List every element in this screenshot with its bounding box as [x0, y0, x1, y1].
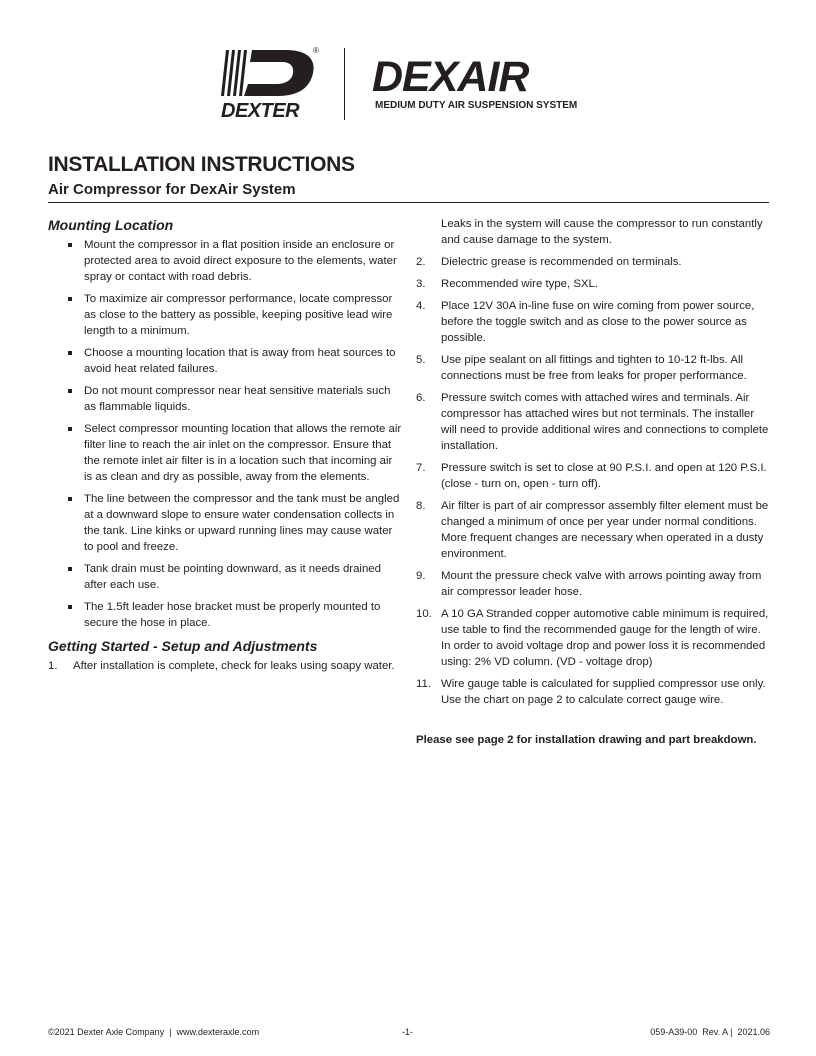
bullet-square-icon: [68, 427, 72, 431]
list-item: To maximize air compressor performance, locate compressor as close to the battery as possible, keeping positive lead wire length to a minimum.: [48, 291, 403, 339]
registered-mark: ®: [313, 46, 319, 55]
bullet-square-icon: [68, 351, 72, 355]
list-item: 1. After installation is complete, check for leaks using soapy water.: [48, 660, 395, 672]
dexter-wordmark: DEXTER: [221, 100, 300, 122]
step-number: 9.: [416, 570, 426, 582]
list-item: 8. Air filter is part of air compressor assembly filter element must be changed a minimum of once per year under normal conditions. More frequent changes are necessary when operated in a dusty environment.: [416, 500, 769, 560]
step-number: 4.: [416, 300, 426, 312]
list-item: The 1.5ft leader hose bracket must be properly mounted to secure the hose in place.: [48, 599, 403, 631]
bullet-square-icon: [68, 243, 72, 247]
mounting-location-heading: Mounting Location: [48, 217, 174, 233]
bullet-square-icon: [68, 297, 72, 301]
list-item: 10. A 10 GA Stranded copper automotive cable minimum is required, use table to find the recommended gauge for the length of wire. In order to avoid voltage drop and power loss it is recommended using: 2% VD column. (VD - voltage drop): [416, 608, 769, 668]
step-number: 3.: [416, 278, 426, 290]
step-number: 11.: [416, 678, 431, 690]
footer-doc-number: 059-A39-00 Rev. A | 2021.06: [650, 1027, 770, 1037]
page-subtitle: Air Compressor for DexAir System: [48, 181, 296, 198]
list-item: 5. Use pipe sealant on all fittings and tighten to 10-12 ft-lbs. All connections must be free from leaks for proper performance.: [416, 354, 747, 382]
left-column: [48, 216, 403, 680]
list-item: 7. Pressure switch is set to close at 90 P.S.I. and open at 120 P.S.I. (close - turn on, open - turn off).: [416, 462, 767, 490]
list-item: 4. Place 12V 30A in-line fuse on wire coming from power source, before the toggle switch and as close to the power source as possible.: [416, 300, 755, 344]
step-1-continued: Leaks in the system will cause the compressor to run constantly and cause damage to the system.: [441, 218, 763, 246]
step-number: 5.: [416, 354, 426, 366]
step-number: 6.: [416, 392, 426, 404]
steps-list-part1: [48, 658, 403, 674]
steps-list-part2: [416, 254, 770, 708]
footer-page-number: -1-: [402, 1027, 413, 1037]
header-divider: [344, 48, 345, 120]
list-item: 3. Recommended wire type, SXL.: [416, 278, 599, 290]
list-item: Do not mount compressor near heat sensitive materials such as flammable liquids.: [48, 383, 403, 415]
step-number: 2.: [416, 256, 426, 268]
list-item: 6. Pressure switch comes with attached wires and terminals. Air compressor has attached wires but not terminals. The installer will need to provide additional wires and connections to complete installation.: [416, 392, 769, 452]
list-item: Mount the compressor in a flat position inside an enclosure or protected area to avoid direct exposure to the elements, water spray or contact with road debris.: [48, 237, 403, 285]
step-number: 1.: [48, 660, 58, 672]
step-number: 8.: [416, 500, 426, 512]
list-item: 11. Wire gauge table is calculated for supplied compressor use only. Use the chart on page 2 to calculate correct gauge wire.: [416, 678, 766, 706]
document-header: [0, 0, 816, 135]
page-title: INSTALLATION INSTRUCTIONS: [48, 153, 355, 176]
product-subtitle: MEDIUM DUTY AIR SUSPENSION SYSTEM: [375, 100, 578, 111]
list-item: Tank drain must be pointing downward, as it needs drained after each use.: [48, 561, 403, 593]
bullet-square-icon: [68, 605, 72, 609]
bullet-square-icon: [68, 389, 72, 393]
list-item: Select compressor mounting location that allows the remote air filter line to reach the air inlet on the compressor. Ensure that the remote inlet air filter is in a location such that incoming air is as clean and dry as possible, away from the elements.: [48, 421, 403, 485]
footer-copyright: ©2021 Dexter Axle Company | www.dexteraxle.com: [48, 1027, 260, 1037]
right-column: [416, 216, 770, 748]
list-item: The line between the compressor and the tank must be angled at a downward slope to ensure water condensation collects in the tank. Line kinks or upward running lines may cause water to pool and freeze.: [48, 491, 403, 555]
step-number: 7.: [416, 462, 426, 474]
step-number: 10.: [416, 608, 432, 620]
title-rule: [48, 202, 769, 203]
dexair-logo: DEXAIR: [372, 53, 529, 101]
list-item: 2. Dielectric grease is recommended on terminals.: [416, 256, 682, 268]
getting-started-heading: Getting Started - Setup and Adjustments: [48, 638, 318, 654]
list-item: 9. Mount the pressure check valve with arrows pointing away from air compressor leader hose.: [416, 570, 762, 598]
bullet-square-icon: [68, 497, 72, 501]
list-item: Choose a mounting location that is away from heat sources to avoid heat related failures.: [48, 345, 403, 377]
bullet-square-icon: [68, 567, 72, 571]
mounting-bullet-list: [48, 237, 403, 631]
page-2-note: Please see page 2 for installation drawing and part breakdown.: [416, 734, 757, 746]
